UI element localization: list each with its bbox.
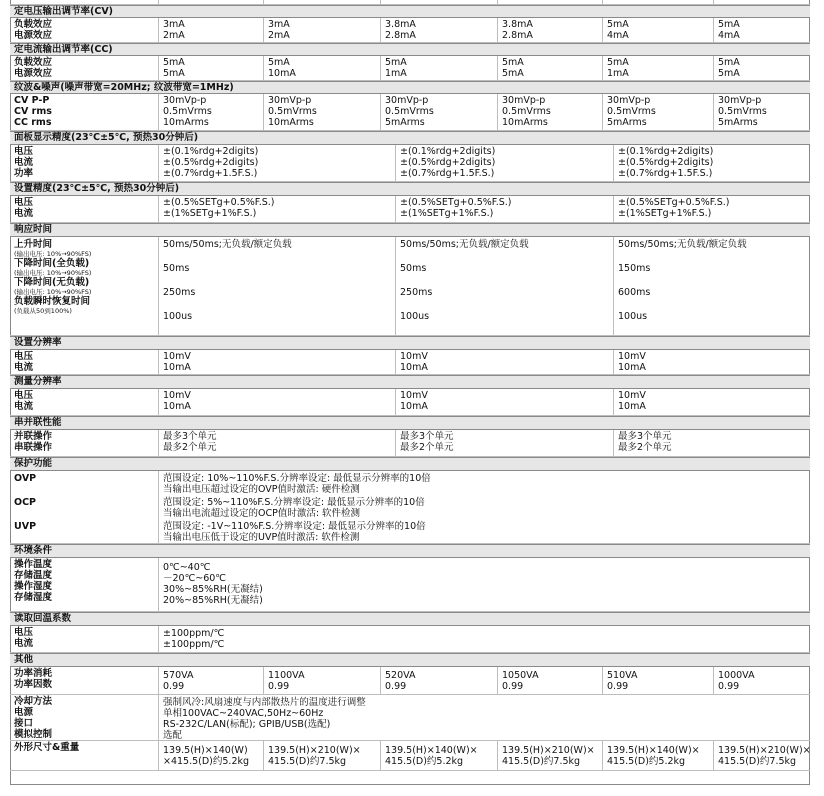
row-label [10,145,158,181]
value-line: 5mA [607,57,629,68]
value-line: RS-232C/LAN(标配); GPIB/USB(选配) [163,719,331,730]
value-line: 1mA [607,68,629,79]
value-line: 50ms/50ms;无负载/额定负载 [163,239,292,250]
value-line: 4mA [718,30,740,41]
label-line: 电压 [14,351,34,362]
value-cell [713,56,810,80]
value-cell [158,626,810,652]
value-line: 3.8mA [502,19,533,30]
label-line: 电源效应 [14,68,53,79]
label-line: 模拟控制 [14,729,53,740]
value-line: 选配 [163,730,183,741]
row-label [10,389,158,415]
value-line: 1050VA [502,670,539,681]
section-set-accuracy: 设置精度(23℃±5℃, 预热30分钟后) [10,182,810,196]
set-resolution-row [10,350,810,375]
value-line: 10mArms [502,117,548,128]
section-protection: 保护功能 [10,457,810,471]
value-line: 5mArms [607,117,647,128]
value-line: 415.5(D)约5.2kg [385,756,464,767]
value-line: 10mA [618,401,646,412]
value-line: 520VA [385,670,416,681]
row-label [10,237,158,335]
value-line: 30mVp-p [502,95,546,106]
section-response: 响应时间 [10,223,810,237]
row-label [10,558,158,611]
value-cell [713,0,810,4]
label-note: (输出电压: 10%→90%FS) [14,269,92,277]
row-label [10,56,158,80]
label-line: 电流 [14,362,34,373]
value-cell [602,667,713,694]
value-line: 0.99 [718,681,740,692]
value-cell [613,350,810,374]
label-line: 功率消耗 [14,668,53,679]
label-line: UVP [14,521,37,532]
value-line: 10mV [400,390,428,401]
value-cell [602,0,713,4]
label-line: CC rms [14,117,52,128]
section-display-accuracy: 面板显示精度(23℃±5℃, 预热30分钟后) [10,131,810,145]
value-cell [380,94,497,130]
value-line: 30mVp-p [607,95,651,106]
label-line: 上升时间 [14,239,53,250]
label-note: (输出电压: 10%→90%FS) [14,250,92,258]
value-cell [395,350,613,374]
section-cv: 定电压输出调节率(CV) [10,5,810,18]
value-line: 5mA [718,19,740,30]
label-line: CV rms [14,106,52,117]
label-line: 电流 [14,638,34,649]
label-line: 功率因数 [14,679,53,690]
value-line: 50ms [400,263,427,274]
value-line: ±(1%SETg+1%F.S.) [163,208,257,219]
value-cell [602,56,713,80]
protection-row [10,471,810,544]
value-line: 1mA [385,68,407,79]
label-line: 操作湿度 [14,581,53,592]
value-line: 139.5(H)×210(W)× [502,745,595,756]
measure-resolution-row [10,389,810,416]
value-cell [158,94,263,130]
cv-row [10,18,810,43]
value-line: ±(0.5%rdg+2digits) [163,157,259,168]
label-line: 负载瞬时恢复时间 [14,296,91,307]
response-row [10,237,810,336]
value-line: 3mA [268,19,290,30]
section-cc: 定电流输出调节率(CC) [10,43,810,56]
value-line: 415.5(D)约7.5kg [268,756,347,767]
value-cell [713,18,810,42]
value-line: 5mArms [385,117,425,128]
label-line: 电源 [14,707,34,718]
value-line: 最多3个单元 [618,431,672,442]
value-line: 5mA [163,68,185,79]
value-cell [395,196,613,222]
label-line: CV P-P [14,95,50,106]
value-line: 5mA [502,57,524,68]
section-environment: 环境条件 [10,544,810,558]
value-line: 5mA [607,19,629,30]
value-cell [158,695,810,740]
label-line: 功率 [14,168,34,179]
value-line: 3mA [163,19,185,30]
value-cell [395,430,613,456]
label-line: OCP [14,497,37,508]
value-cell [713,94,810,130]
value-line: ±(1%SETg+1%F.S.) [400,208,494,219]
value-line: 范围设定: -1V~110%F.S.分辨率设定: 最低显示分辨率的10倍 [163,521,426,532]
label-line: 外形尺寸&重量 [14,742,80,753]
value-cell [497,94,602,130]
value-line: 单相100VAC~240VAC,50Hz~60Hz [163,708,324,719]
value-cell [613,389,810,415]
series-parallel-row [10,430,810,457]
value-line: 5mA [718,68,740,79]
label-line: 电流 [14,208,34,219]
value-line: 最多2个单元 [400,442,454,453]
value-line: 415.5(D)约5.2kg [607,756,686,767]
value-cell [158,350,395,374]
value-line: ±(1%SETg+1%F.S.) [618,208,712,219]
value-cell [497,56,602,80]
value-line: 0.5mVrms [385,106,434,117]
value-line: 10mA [400,401,428,412]
value-line: ±(0.5%rdg+2digits) [400,157,496,168]
value-line: 20%~85%RH(无凝结) [163,595,263,606]
value-cell [263,667,380,694]
value-line: 150ms [618,263,651,274]
value-cell [263,94,380,130]
value-cell [158,56,263,80]
value-cell [158,430,395,456]
value-cell [263,741,380,770]
label-line: 电压 [14,390,34,401]
value-line: 当输出电压低于设定的UVP值时激活: 软件检测 [163,532,360,543]
value-cell [158,741,263,770]
value-line: 10mA [163,362,191,373]
value-line: 2mA [163,30,185,41]
power-row [10,667,810,695]
value-line: ±(0.5%SETg+0.5%F.S.) [163,197,275,208]
value-cell [395,389,613,415]
value-line: 0.5mVrms [163,106,212,117]
label-line: 冷却方法 [14,696,53,707]
value-cell [380,0,497,4]
value-line: 最多3个单元 [163,431,217,442]
value-line: 当输出电流超过设定的OCP值时激活: 软件检测 [163,508,361,519]
temp-coefficient-row [10,626,810,653]
value-line: 50ms/50ms;无负载/额定负载 [618,239,747,250]
value-cell [380,667,497,694]
value-line: 3.8mA [385,19,416,30]
value-line: 0.5mVrms [607,106,656,117]
value-line: 0.5mVrms [502,106,551,117]
value-line: 强制风冷:风扇速度与内部散热片的温度进行调整 [163,697,366,708]
value-line: 范围设定: 10%~110%F.S.分辨率设定: 最低显示分辨率的10倍 [163,473,431,484]
value-line: 最多3个单元 [400,431,454,442]
value-line: 415.5(D)约7.5kg [502,756,581,767]
set-accuracy-row [10,196,810,223]
value-line: ±(0.7%rdg+1.5F.S.) [163,168,258,179]
label-line: 电压 [14,197,34,208]
value-cell [497,0,602,4]
value-line: 10mV [618,351,646,362]
dimension-row [10,741,810,771]
label-line: 负载效应 [14,57,53,68]
value-line: 139.5(H)×140(W)× [607,745,700,756]
value-line: 30mVp-p [163,95,207,106]
value-cell [395,237,613,335]
misc-row [10,695,810,741]
value-line: 139.5(H)×140(W) [163,745,248,756]
row-label [10,695,158,740]
label-line: 电压 [14,146,34,157]
label-line: 存储温度 [14,570,53,581]
label-line: 下降时间(无负载) [14,277,90,288]
label-line: 电流 [14,157,34,168]
cc-row [10,56,810,81]
value-line: ±(0.5%SETg+0.5%F.S.) [400,197,512,208]
ripple-row [10,94,810,131]
value-line: 30mVp-p [268,95,312,106]
value-line: －20℃~60℃ [163,573,226,584]
value-line: 139.5(H)×210(W)× [268,745,361,756]
value-cell [158,0,263,4]
value-line: 250ms [400,287,433,298]
value-line: 100us [163,311,193,322]
section-set-resolution: 设置分辨率 [10,336,810,350]
section-series-parallel: 串并联性能 [10,416,810,430]
value-cell [158,196,395,222]
value-line: 0.99 [607,681,629,692]
label-line: 接口 [14,718,34,729]
value-cell [158,237,395,335]
label-line: 电源效应 [14,30,53,41]
value-line: 100us [400,311,430,322]
value-line: 0.99 [268,681,290,692]
row-label [10,350,158,374]
value-cell [497,18,602,42]
value-line: 5mA [718,57,740,68]
label-note: (负载从50到100%) [14,307,72,315]
value-line: 2mA [268,30,290,41]
value-line: 5mA [385,57,407,68]
value-cell [158,145,395,181]
value-line: ×415.5(D)约5.2kg [163,756,250,767]
value-line: 570VA [163,670,194,681]
value-cell [158,18,263,42]
value-cell [158,471,810,543]
value-line: 5mA [268,57,290,68]
row-label [10,471,158,543]
value-line: 5mA [163,57,185,68]
value-line: 0.99 [385,681,407,692]
value-line: 600ms [618,287,651,298]
value-line: 10mA [163,401,191,412]
row-label [10,626,158,652]
label-line: OVP [14,473,37,484]
value-line: 510VA [607,670,638,681]
value-cell [497,667,602,694]
value-cell [263,0,380,4]
value-line: ±(0.5%rdg+2digits) [618,157,714,168]
value-line: 4mA [607,30,629,41]
display-accuracy-row [10,145,810,182]
value-cell [158,389,395,415]
value-cell [263,18,380,42]
label-note: (输出电压: 10%→90%FS) [14,288,92,296]
row-label [10,196,158,222]
value-line: 139.5(H)×140(W)× [385,745,478,756]
value-line: 0.99 [502,681,524,692]
value-line: ±(0.1%rdg+2digits) [163,146,259,157]
value-line: 50ms [163,263,190,274]
value-line: 最多2个单元 [163,442,217,453]
value-line: ±100ppm/℃ [163,628,225,639]
label-line: 存储湿度 [14,592,53,603]
value-cell [380,741,497,770]
value-cell [602,18,713,42]
label-line: 负载效应 [14,19,53,30]
value-cell [602,741,713,770]
value-line: 0.5mVrms [268,106,317,117]
section-measure-resolution: 测量分辨率 [10,375,810,389]
value-line: 415.5(D)约7.5kg [718,756,797,767]
label-line: 串联操作 [14,442,53,453]
value-line: 30mVp-p [718,95,762,106]
section-other: 其他 [10,653,810,667]
value-line: 最多2个单元 [618,442,672,453]
value-line: ±(0.7%rdg+1.5F.S.) [400,168,495,179]
value-cell [613,237,810,335]
label-line: 电流 [14,401,34,412]
section-temp-coefficient: 读取回温系数 [10,612,810,626]
row-label [10,94,158,130]
label-line: 操作温度 [14,559,53,570]
value-cell [158,558,810,611]
value-cell [613,430,810,456]
value-line: 30%~85%RH(无凝结) [163,584,263,595]
value-line: 10mV [618,390,646,401]
value-line: 10mV [400,351,428,362]
row-label [10,667,158,694]
environment-row [10,558,810,612]
value-line: 0.99 [163,681,185,692]
value-cell [158,667,263,694]
value-line: ±(0.5%SETg+0.5%F.S.) [618,197,730,208]
value-line: 10mArms [268,117,314,128]
value-line: ±100ppm/℃ [163,639,225,650]
value-line: 50ms/50ms;无负载/额定负载 [400,239,529,250]
value-line: 1100VA [268,670,305,681]
value-line: 10mA [268,68,296,79]
row-label [10,18,158,42]
label-line: 电压 [14,627,34,638]
value-line: ±(0.1%rdg+2digits) [400,146,496,157]
value-line: 当输出电压超过设定的OVP值时激活: 硬件检测 [163,484,360,495]
value-cell [613,196,810,222]
value-cell [263,56,380,80]
value-line: 10mV [163,351,191,362]
value-line: 1000VA [718,670,755,681]
value-line: 0.5mVrms [718,106,767,117]
row-label [10,430,158,456]
row-label [10,741,158,770]
value-line: 2.8mA [385,30,416,41]
value-line: 5mA [502,68,524,79]
value-cell [713,667,810,694]
value-cell [713,741,810,770]
value-line: 10mA [400,362,428,373]
label-line: 下降时间(全负载) [14,258,90,269]
value-line: 10mV [163,390,191,401]
value-line: ±(0.7%rdg+1.5F.S.) [618,168,713,179]
value-cell [380,56,497,80]
value-line: 139.5(H)×210(W)× [718,745,811,756]
value-cell [497,741,602,770]
value-cell [602,94,713,130]
value-line: ±(0.1%rdg+2digits) [618,146,714,157]
value-cell [613,145,810,181]
value-line: 10mArms [163,117,209,128]
value-line: 100us [618,311,648,322]
label-line: 并联操作 [14,431,53,442]
section-ripple: 纹波&噪声(噪声带宽=20MHz; 纹波带宽=1MHz) [10,81,810,94]
value-line: 250ms [163,287,196,298]
value-cell [380,18,497,42]
value-cell [395,145,613,181]
value-line: 范围设定: 5%~110%F.S.分辨率设定: 最低显示分辨率的10倍 [163,497,425,508]
value-line: 0℃~40℃ [163,562,211,573]
value-line: 5mArms [718,117,758,128]
value-line: 30mVp-p [385,95,429,106]
value-line: 10mA [618,362,646,373]
value-line: 2.8mA [502,30,533,41]
